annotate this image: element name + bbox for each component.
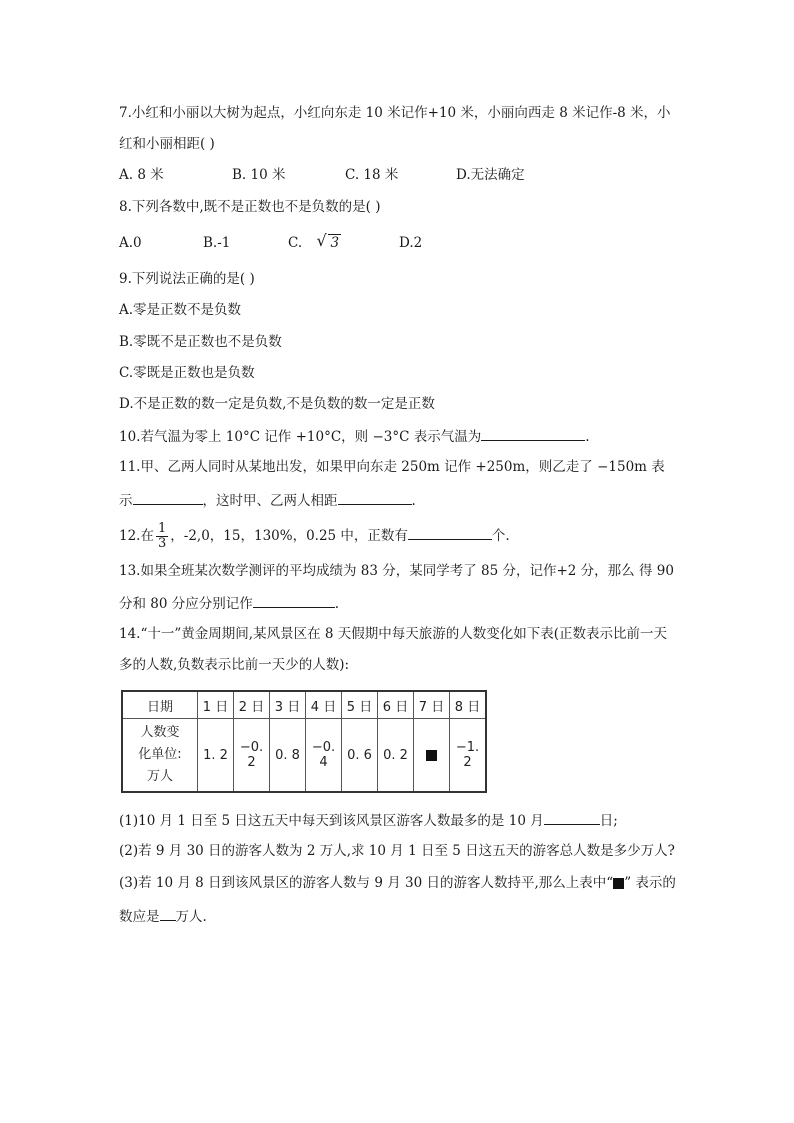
table-cell-value: 0. 8 [270,719,306,793]
q14-sub3-answer-blank[interactable] [160,906,176,921]
q8-option-c [288,231,341,252]
q14-sub3-line1 [119,874,676,892]
q14-sub1-text: (1)10 月 1 日至 5 日这五天中每天到该风景区游客人数最多的是 10 月 [119,813,544,829]
q9-option-a: A.零是正数不是负数 [119,302,242,318]
q8-option-d: D.2 [399,235,423,251]
q7-option-d: D.无法确定 [456,167,525,183]
q13-text: 分和 80 分应分别记作 [119,596,253,612]
row-label-line: 万人 [146,769,173,784]
q10-answer-blank[interactable] [481,426,585,441]
fraction-denominator: 3 [157,536,167,551]
table-cell-value: −0. 2 [234,719,270,793]
q12-suffix: 个. [491,528,510,544]
table-header-row [122,691,486,719]
q11-text-a: 示 [119,493,133,509]
q14-sub3-text-c: 数应是 [119,909,160,925]
q13-line1: 13.如果全班某次数学测评的平均成绩为 83 分，某同学考了 85 分，记作+2 分，那么 得 90 [119,563,674,579]
q11-text-b: ，这时甲、乙两人相距 [202,493,338,509]
q11-line1: 11.甲、乙两人同时从某地出发，如果甲向东走 250m 记作 +250m，则乙走了 −150m 表 [119,459,665,475]
table-value-row [122,719,486,793]
table-header-day: 3 日 [270,691,306,719]
q14-sub3-text-a: (3)若 10 月 8 日到该风景区的游客人数与 9 月 30 日的游客人数持平,那么上表中“ [119,875,614,891]
tourist-change-table [121,690,487,793]
table-header-day: 6 日 [378,691,414,719]
q13-end: . [334,596,340,612]
q14-sub3-line2 [119,906,207,926]
q11-answer-blank-1[interactable] [133,490,203,505]
q7-option-c: C. 18 米 [345,167,399,183]
row-label-line: 化单位: [138,747,182,762]
table-cell-value: 0. 6 [342,719,378,793]
q14-stem-line1: 14.“十一”黄金周期间,某风景区在 8 天假期中每天旅游的人数变化如下表(正数表示比前一天 [119,626,668,642]
table-row-label [122,719,198,793]
q8-option-a: A.0 [119,235,142,251]
q8-stem: 8.下列各数中,既不是正数也不是负数的是( ) [119,199,381,215]
table-header-day: 4 日 [306,691,342,719]
black-square-icon [613,878,624,889]
q10-end: . [585,429,590,445]
q9-option-c: C.零既是正数也是负数 [119,365,255,381]
q9-option-b: B.零既不是正数也不是负数 [119,334,282,350]
table-header-day: 2 日 [234,691,270,719]
q11-answer-blank-2[interactable] [338,490,412,505]
q14-sub3-text-d: 万人. [175,909,207,925]
q9-stem: 9.下列说法正确的是( ) [119,271,255,287]
table-header-day: 1 日 [198,691,234,719]
sqrt-radicand: 3 [330,235,340,251]
q14-sub1 [119,810,618,830]
table-header-day: 8 日 [450,691,487,719]
q14-sub1-answer-blank[interactable] [544,810,600,825]
q10-line [119,426,590,446]
q13-line2 [119,593,339,613]
q8-option-b: B.-1 [203,235,231,251]
q10-text: 10.若气温为零上 10°C 记作 +10°C，则 −3°C 表示气温为 [119,429,482,445]
q14-stem-line2: 多的人数,负数表示比前一天少的人数): [119,657,350,673]
radical-sign-icon: √ [316,231,327,250]
table-header-day: 7 日 [414,691,450,719]
q14-sub2: (2)若 9 月 30 日的游客人数为 2 万人,求 10 月 1 日至 5 日这五天的游客总人数是多少万人? [119,843,675,859]
q7-option-b: B. 10 米 [232,167,286,183]
q9-option-d: D.不是正数的数一定是负数,不是负数的数一定是正数 [119,396,435,412]
q14-sub3-text-b: ” 表示的 [624,875,676,891]
q7-stem-line2: 红和小丽相距( ) [119,136,215,152]
q11-text-c: . [411,493,416,509]
table-cell-value: −1. 2 [450,719,487,793]
q12-prefix: 12.在 [119,528,154,544]
q12-middle: ，-2,0，15，130%，0.25 中，正数有 [170,528,408,544]
q12-answer-blank[interactable] [408,525,492,540]
table-cell-hidden [414,719,450,793]
row-label-line: 人数变 [140,725,180,740]
table-cell-value: 1. 2 [198,719,234,793]
fraction-numerator: 1 [157,521,167,536]
table-cell-value: 0. 2 [378,719,414,793]
q8-option-c-label: C. [288,235,303,251]
sqrt-expression [316,231,341,252]
q12-line [119,520,510,552]
q7-option-a: A. 8 米 [119,167,164,183]
black-square-icon [426,750,437,761]
q12-fraction [156,522,168,551]
table-cell-value: −0. 4 [306,719,342,793]
q11-line2 [119,490,416,510]
q14-sub1-end: 日; [599,813,618,829]
q7-stem-line1: 7.小红和小丽以大树为起点，小红向东走 10 米记作+10 米，小丽向西走 8 米记作-8 米，小 [119,105,671,121]
table-header-day: 5 日 [342,691,378,719]
q13-answer-blank[interactable] [253,593,335,608]
table-header-label: 日期 [122,691,198,719]
